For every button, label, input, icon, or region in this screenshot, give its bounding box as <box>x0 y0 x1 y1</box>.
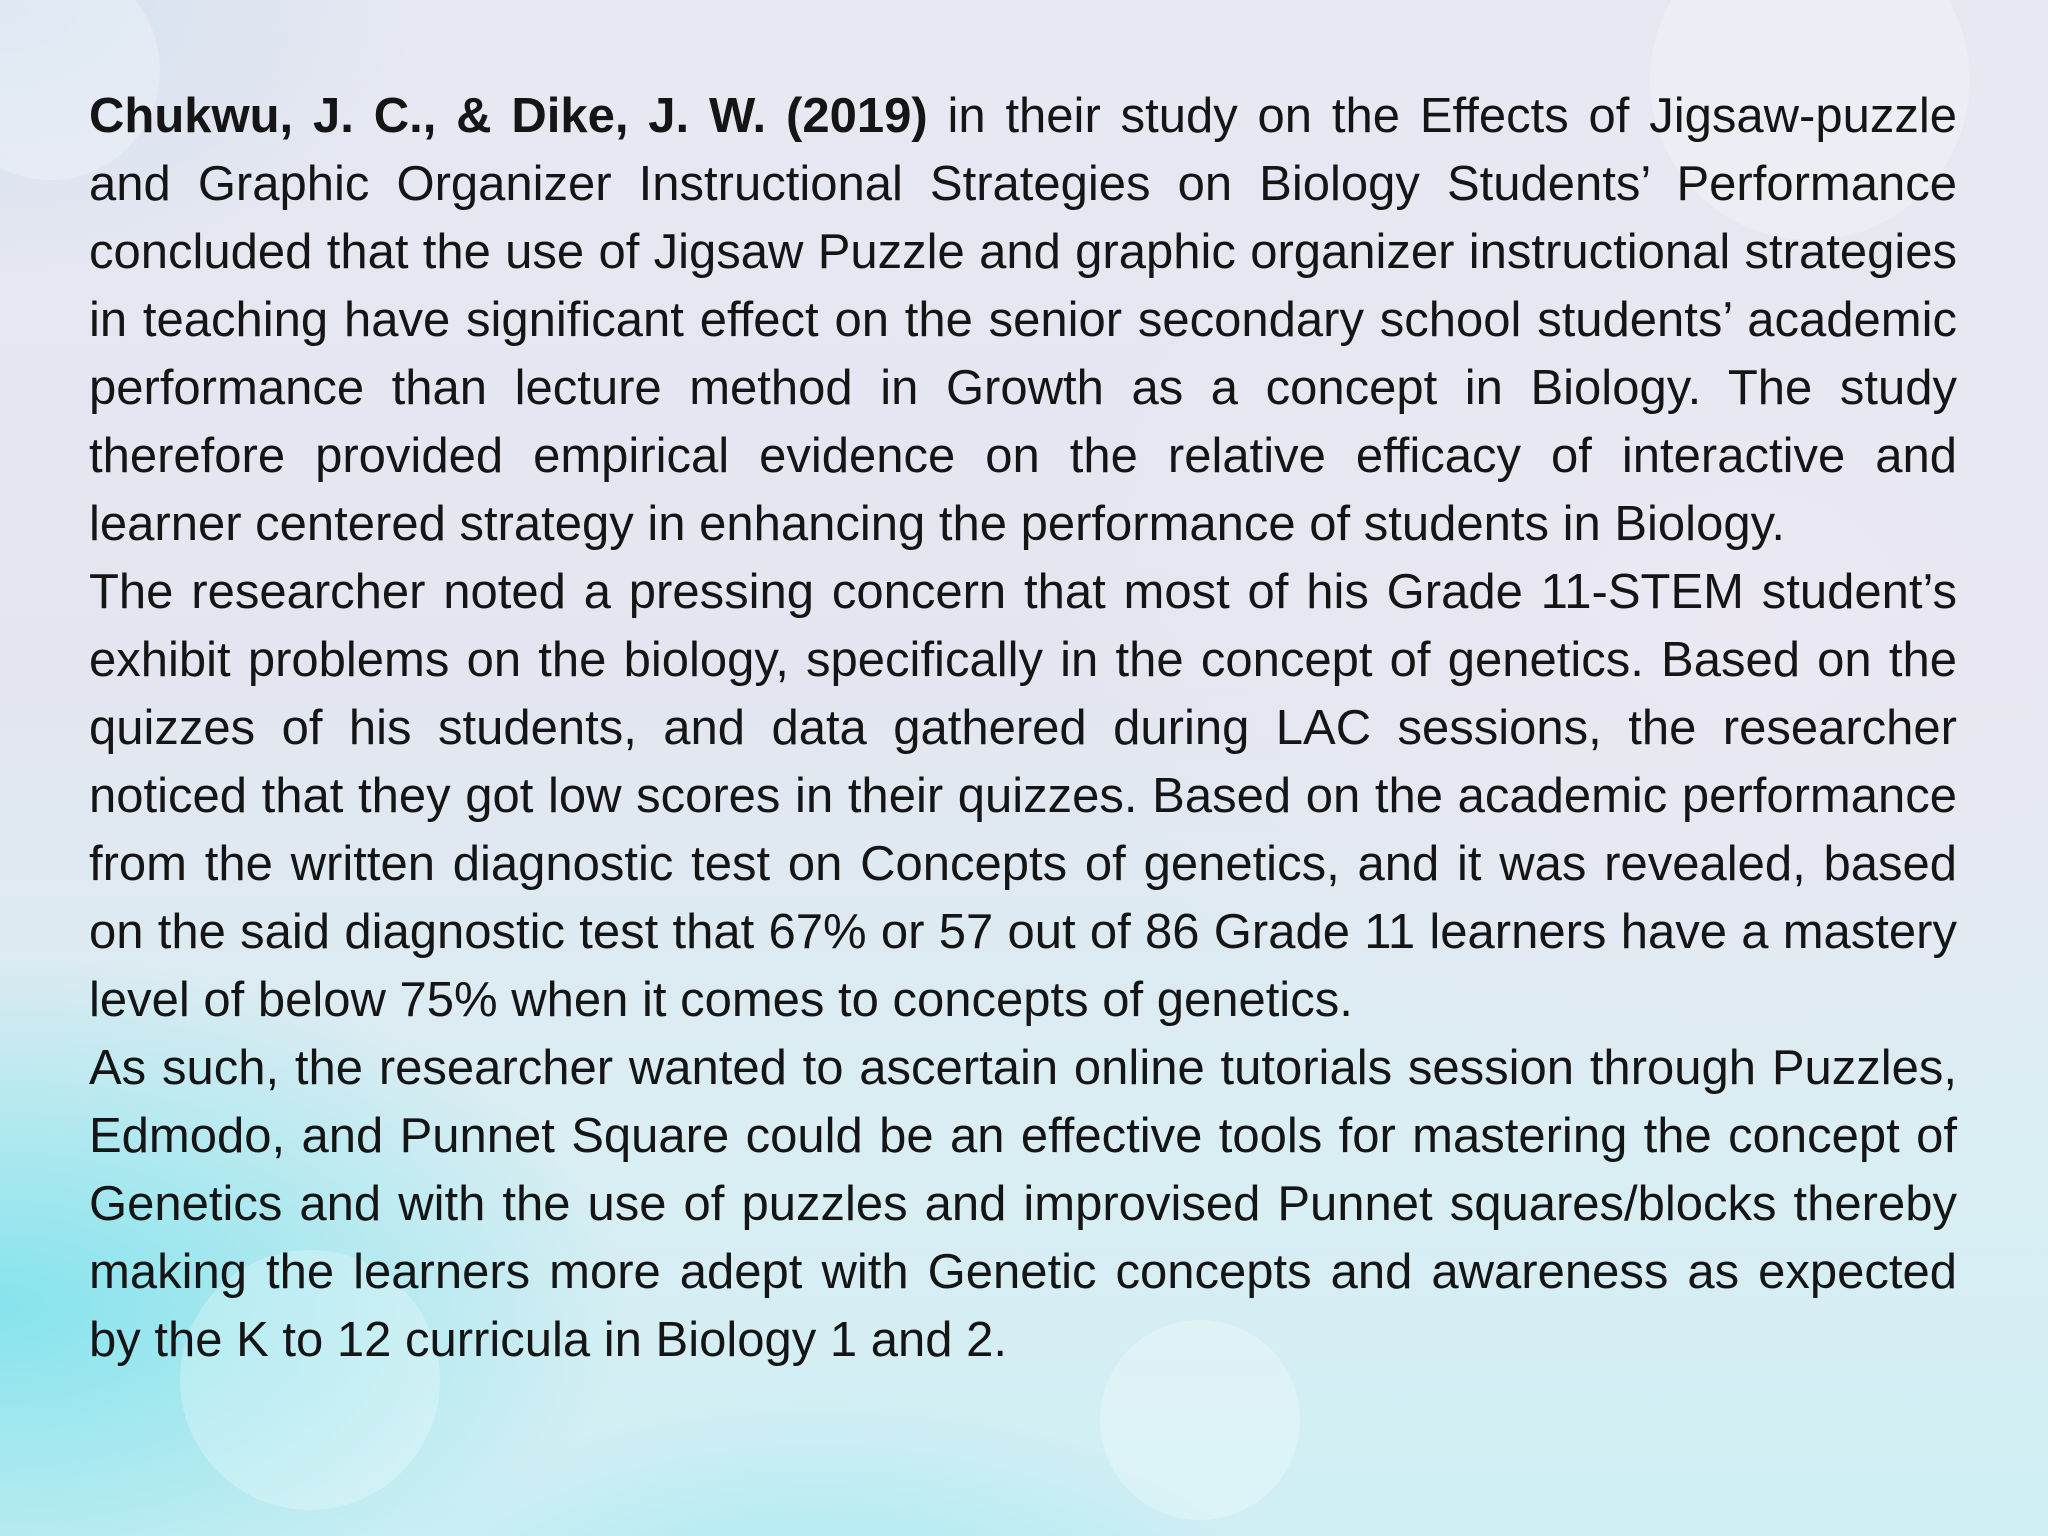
paragraph-text: The researcher noted a pressing concern that most of his Grade 11-STEM student’s exhibit problems on the biology, specifically in the concept of genetics. Based on the quizzes of his students, and data gathered during LAC sessions, the researcher noticed that they got low scores in their quizzes. Based on the academic performance from the written diagnostic test on Concepts of genetics, and it was revealed, based on the said diagnostic test that 67% or 57 out of 86 Grade 11 learners have a mastery level of below 75% when it comes to concepts of genetics. <box>89 565 1957 1027</box>
paragraph-problem-statement <box>89 558 1957 1034</box>
paragraph-literature-review <box>89 82 1957 558</box>
citation-reference: Chukwu, J. C., & Dike, J. W. (2019) <box>89 89 928 143</box>
paragraph-text: in their study on the Effects of Jigsaw-puzzle and Graphic Organizer Instructional Strategies on Biology Students’ Performance concluded that the use of Jigsaw Puzzle and graphic organizer instructional strategies in teaching have significant effect on the senior secondary school students’ academic performance than lecture method in Growth as a concept in Biology. The study therefore provided empirical evidence on the relative efficacy of interactive and learner centered strategy in enhancing the performance of students in Biology. <box>89 89 1957 551</box>
paragraph-text: As such, the researcher wanted to ascertain online tutorials session through Puzzles, Edmodo, and Punnet Square could be an effective tools for mastering the concept of Genetics and with the use of puzzles and improvised Punnet squares/blocks thereby making the learners more adept with Genetic concepts and awareness as expected by the K to 12 curricula in Biology 1 and 2. <box>89 1041 1957 1367</box>
slide-text-body <box>89 82 1957 1374</box>
paragraph-research-purpose <box>89 1034 1957 1374</box>
